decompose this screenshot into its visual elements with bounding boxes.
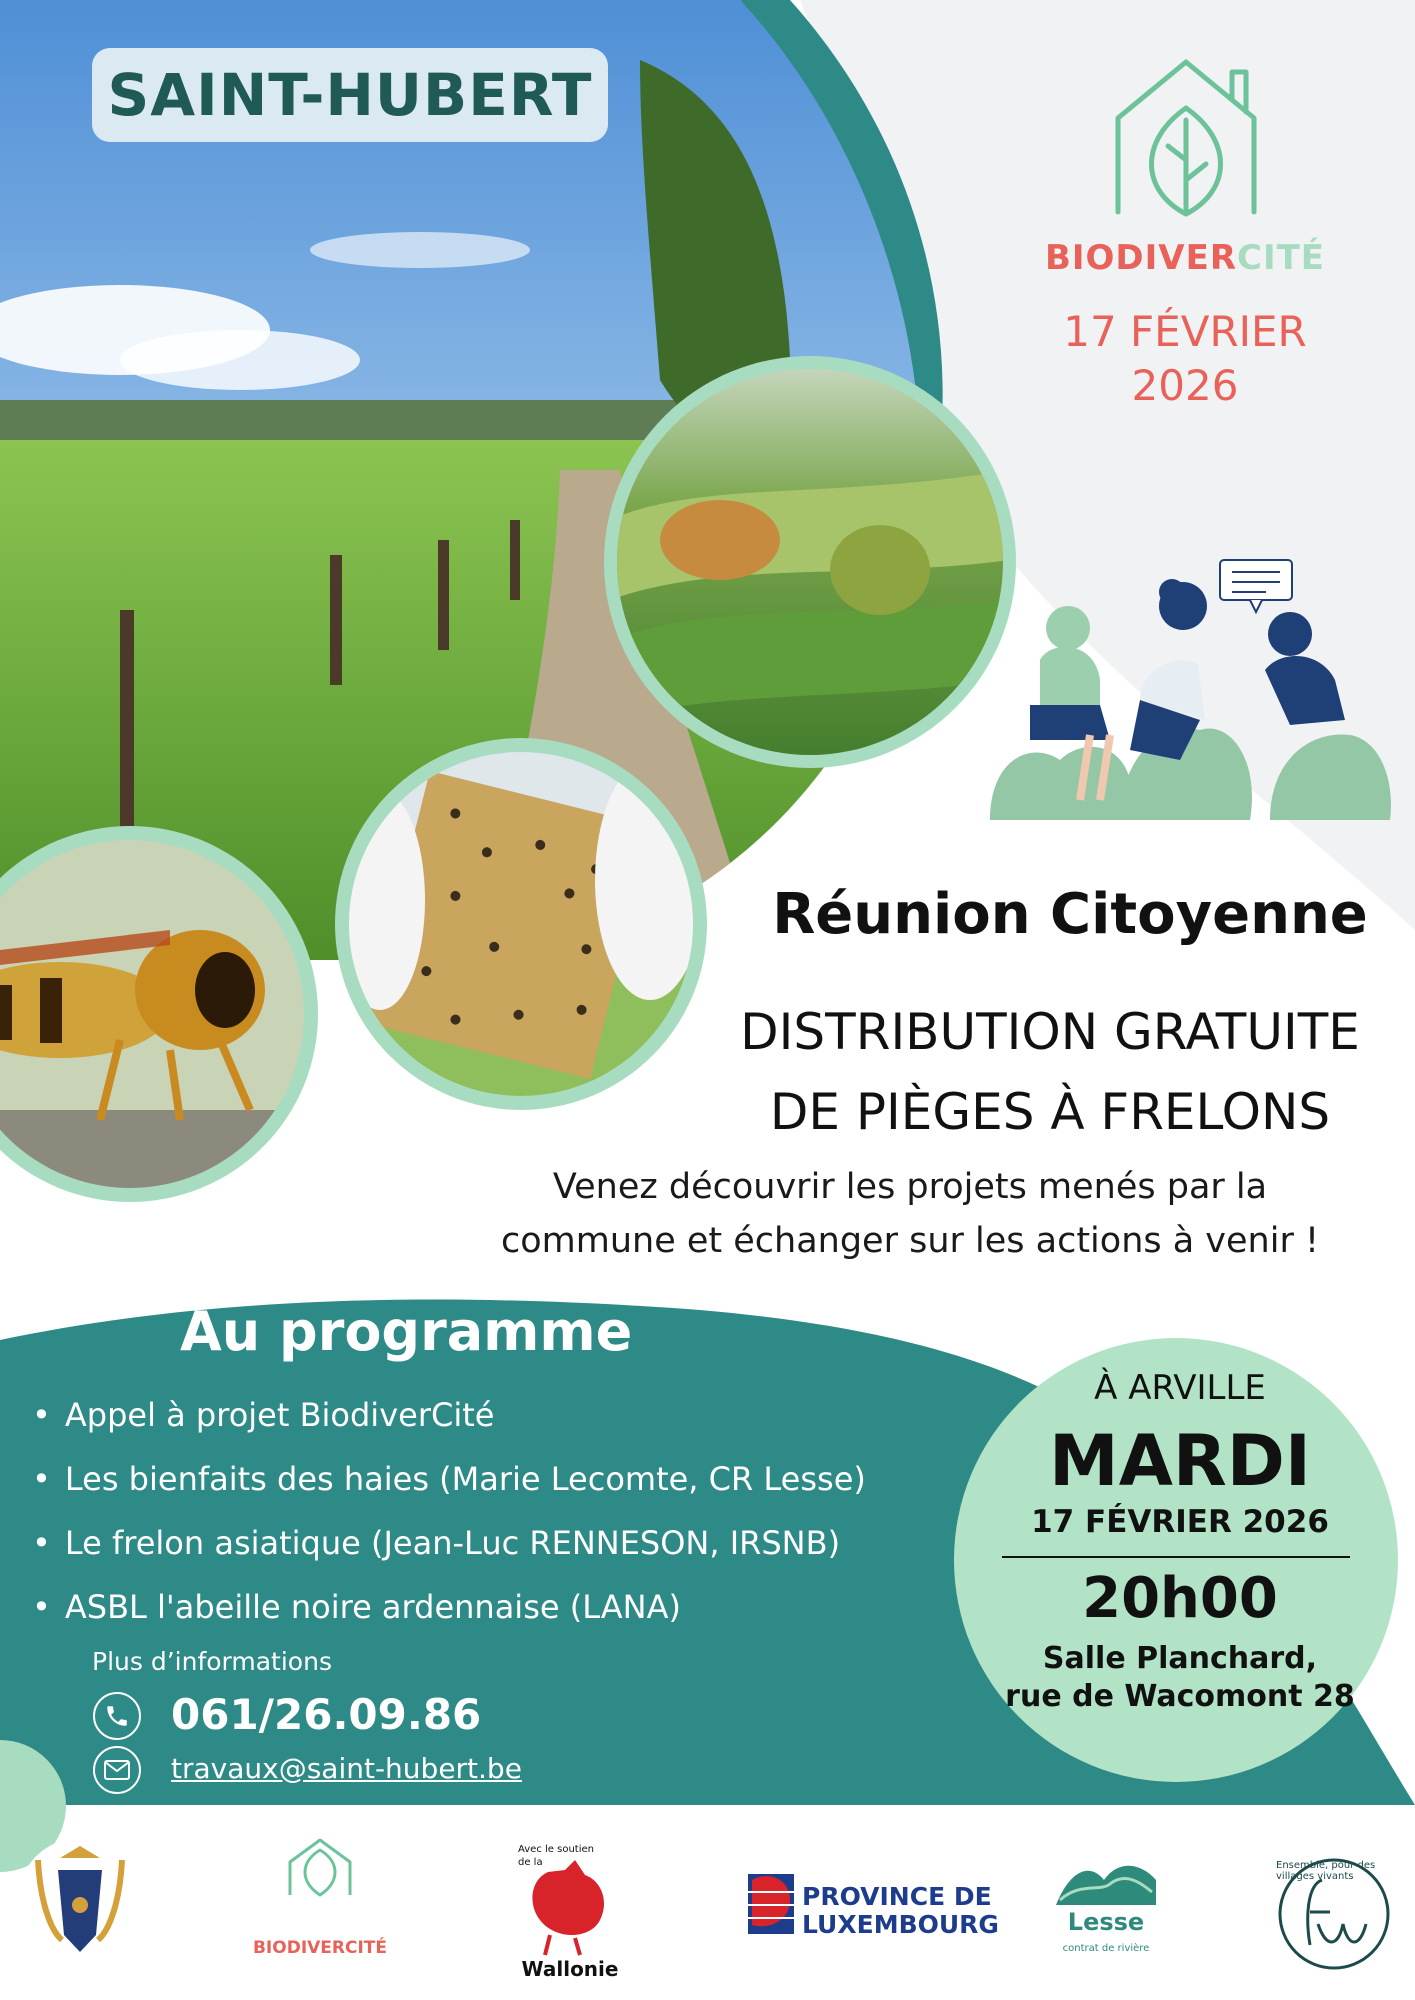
contact-email-link[interactable]: travaux@saint-hubert.be	[171, 1752, 522, 1785]
date-divider	[1002, 1556, 1350, 1558]
event-subtitle	[690, 992, 1410, 1152]
event-time: 20h00	[1082, 1566, 1278, 1631]
contact-label: Plus d’informations	[92, 1647, 332, 1676]
header-date-line2: 2026	[1131, 361, 1239, 410]
event-day: MARDI	[1049, 1420, 1311, 1502]
villages-vivants-tagline: Ensemble, pour des villages vivants	[1276, 1860, 1376, 1882]
event-venue	[990, 1640, 1370, 1716]
brand-part1: BIODIVER	[1044, 238, 1238, 278]
lesse-logo-subtitle: contrat de rivière	[1062, 1943, 1150, 1954]
event-subtitle-line2: DE PIÈGES À FRELONS	[769, 1083, 1331, 1141]
wallonie-support-text: Avec le soutien de la	[518, 1844, 594, 1868]
city-badge: SAINT-HUBERT	[92, 48, 608, 142]
event-place: À ARVILLE	[1094, 1368, 1266, 1408]
wallonie-logo-text: Wallonie	[521, 1957, 619, 1981]
event-title: Réunion Citoyenne	[772, 882, 1368, 947]
province-luxembourg-icon	[748, 1874, 794, 1934]
biodivercite-logo-text: BIODIVERCITÉ	[252, 1938, 388, 1958]
event-intro-line1: Venez découvrir les projets menés par la	[552, 1167, 1268, 1207]
event-date: 17 FÉVRIER 2026	[1031, 1504, 1329, 1540]
event-subtitle-line1: DISTRIBUTION GRATUITE	[740, 1003, 1360, 1061]
event-venue-line1: Salle Planchard,	[1042, 1641, 1318, 1676]
contact-phone[interactable]: 061/26.09.86	[171, 1690, 482, 1739]
biodivercite-brand	[1020, 238, 1350, 278]
header-date	[1020, 305, 1350, 413]
mail-icon	[93, 1746, 141, 1794]
program-title: Au programme	[180, 1300, 633, 1363]
brand-part2: CITÉ	[1237, 238, 1326, 278]
province-logo-line1: PROVINCE DE	[802, 1882, 992, 1911]
program-item: • ASBL l'abeille noire ardennaise (LANA)	[28, 1575, 866, 1639]
event-venue-line2: rue de Wacomont 28	[1005, 1679, 1355, 1714]
biodivercite-logo-icon	[290, 1840, 350, 1895]
program-item: • Les bienfaits des haies (Marie Lecomte, CR Lesse)	[28, 1447, 866, 1511]
event-intro	[440, 1160, 1380, 1268]
province-logo-line2: LUXEMBOURG	[802, 1910, 999, 1939]
program-item: • Appel à projet BiodiverCité	[28, 1383, 866, 1447]
phone-icon	[93, 1692, 141, 1740]
lesse-logo-text: Lesse	[1067, 1908, 1145, 1936]
program-list	[28, 1383, 866, 1639]
event-intro-line2: commune et échanger sur les actions à venir !	[500, 1221, 1320, 1261]
program-item: • Le frelon asiatique (Jean-Luc RENNESON, IRSNB)	[28, 1511, 866, 1575]
lesse-wave-icon	[1056, 1866, 1156, 1905]
header-date-line1: 17 FÉVRIER	[1063, 307, 1307, 356]
